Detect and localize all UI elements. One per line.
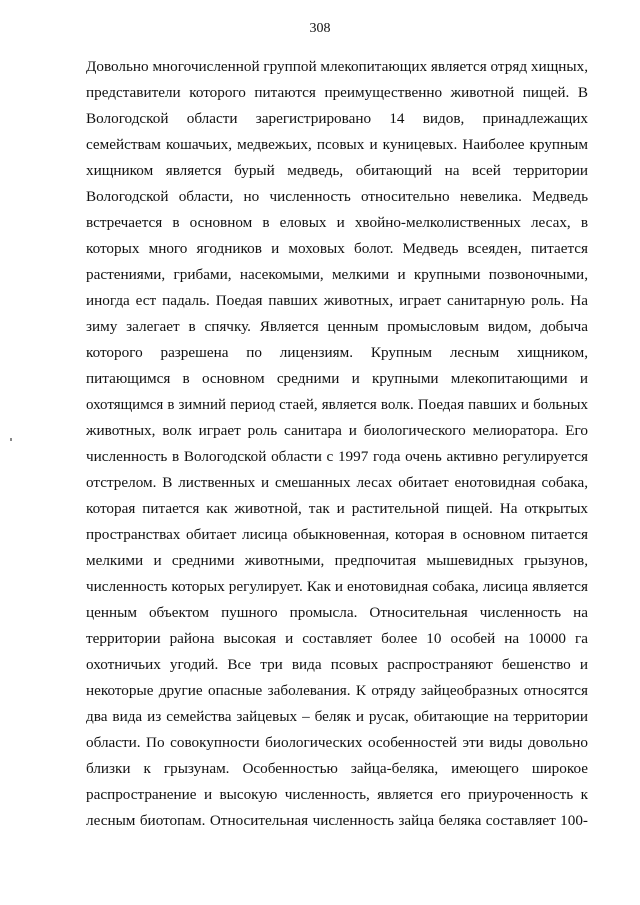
text-line-6: Вологодской области, но численность относительно невелика. Медведь <box>86 188 588 205</box>
text-line-20: мелкими и средними животными, предпочитая мышевидных грызунов, <box>86 552 588 569</box>
text-line-2: представители которого питаются преимущественно животной пищей. В <box>86 84 588 101</box>
text-line-19: пространствах обитает лисица обыкновенная, которая в основном питается <box>86 526 588 543</box>
text-line-15: животных, волк играет роль санитара и биологического мелиоратора. Его <box>86 422 588 439</box>
text-line-29: распространение и высокую численность, является его приуроченность к <box>86 786 588 803</box>
text-line-3: Вологодской области зарегистрировано 14 видов, принадлежащих <box>86 110 588 127</box>
text-line-28: близки к грызунам. Особенностью зайца-беляка, имеющего широкое <box>86 760 588 777</box>
text-line-14: охотящимся в зимний период стаей, является волк. Поедая павших и больных <box>86 397 588 413</box>
text-line-25: некоторые другие опасные заболевания. К отряду зайцеобразных относятся <box>86 682 588 699</box>
text-line-1: Довольно многочисленной группой млекопитающих является отряд хищных, <box>86 58 588 75</box>
text-line-24: охотничьих угодий. Все три вида псовых распространяют бешенство и <box>86 656 588 673</box>
text-line-7: встречается в основном в еловых и хвойно-мелколиственных лесах, в <box>86 214 588 231</box>
text-line-17: отстрелом. В лиственных и смешанных лесах обитает енотовидная собака, <box>86 474 588 491</box>
page-number: 308 <box>309 21 331 36</box>
text-line-27: области. По совокупности биологических особенностей эти виды довольно <box>86 734 588 751</box>
text-line-22: ценным объектом пушного промысла. Относительная численность на <box>86 604 588 621</box>
text-line-23: территории района высокая и составляет более 10 особей на 10000 га <box>86 630 588 647</box>
text-line-10: иногда ест падаль. Поедая павших животных, играет санитарную роль. На <box>86 292 588 309</box>
text-line-8: которых много ягодников и моховых болот. Медведь всеяден, питается <box>86 240 588 257</box>
text-line-9: растениями, грибами, насекомыми, мелкими и крупными позвоночными, <box>86 266 588 283</box>
text-line-11: зиму залегает в спячку. Является ценным промысловым видом, добыча <box>86 318 588 335</box>
text-line-21: численность которых регулирует. Как и енотовидная собака, лисица является <box>86 578 588 595</box>
scan-mark <box>10 438 12 441</box>
text-line-13: питающимся в основном средними и крупными млекопитающими и <box>86 370 588 387</box>
text-line-4: семействам кошачьих, медвежьих, псовых и куницевых. Наиболее крупным <box>86 136 588 153</box>
text-line-5: хищником является бурый медведь, обитающий на всей территории <box>86 162 588 179</box>
text-line-16: численность в Вологодской области с 1997 года очень активно регулируется <box>86 448 588 465</box>
text-line-12: которого разрешена по лицензиям. Крупным лесным хищником, <box>86 344 588 361</box>
text-line-30: лесным биотопам. Относительная численность зайца беляка составляет 100- <box>86 812 588 829</box>
body-text <box>86 54 588 834</box>
text-line-18: которая питается как животной, так и растительной пищей. На открытых <box>86 500 588 517</box>
text-line-26: два вида из семейства зайцевых – беляк и русак, обитающие на территории <box>86 708 588 725</box>
